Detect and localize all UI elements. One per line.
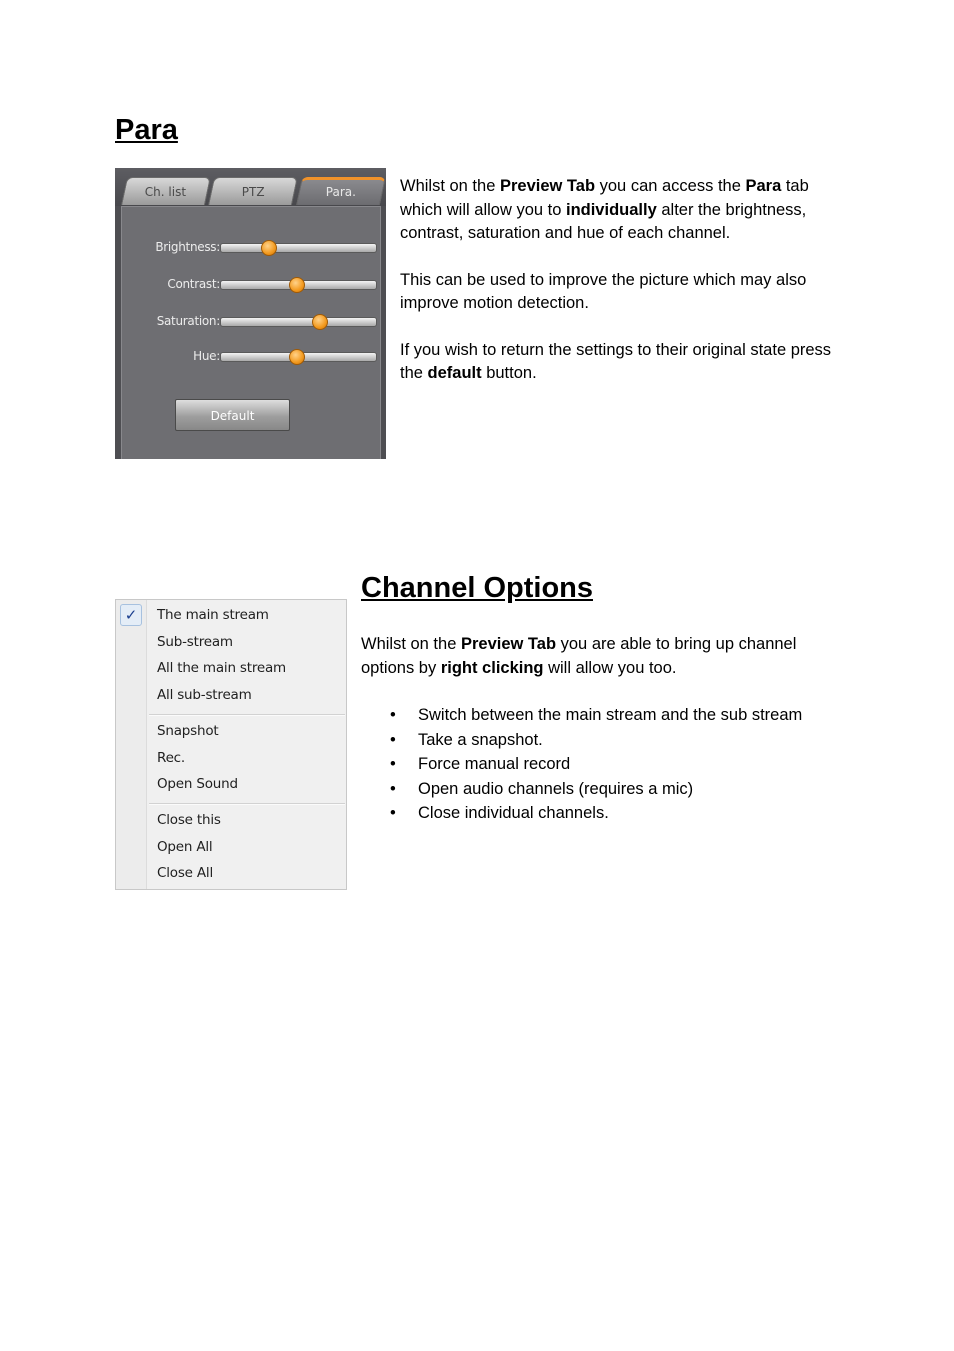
menu-item-open-all[interactable]: Open All: [157, 839, 213, 855]
brightness-slider[interactable]: [220, 243, 377, 253]
contrast-slider-knob[interactable]: [289, 277, 305, 293]
text-run: alter the brightness, contrast, saturation and hue of each channel.: [400, 200, 807, 242]
bullet-icon: •: [390, 706, 396, 724]
hue-label: Hue:: [193, 349, 220, 363]
channel-context-menu: [115, 599, 347, 890]
brightness-label: Brightness:: [155, 240, 220, 254]
saturation-slider-row: [115, 313, 386, 333]
menu-separator: [149, 803, 345, 805]
text-run: you are able to bring up channel options by: [361, 635, 797, 677]
text-run: button.: [481, 364, 537, 382]
hue-slider-knob[interactable]: [289, 349, 305, 365]
text-run: Whilst on the: [361, 635, 461, 653]
menu-item-main-stream[interactable]: The main stream: [157, 607, 269, 623]
brightness-slider-knob[interactable]: [261, 240, 277, 256]
menu-item-rec[interactable]: Rec.: [157, 750, 185, 766]
text-run: Whilst on the: [400, 177, 500, 195]
bullet-icon: •: [390, 755, 396, 774]
checkmark-icon: ✓: [120, 604, 142, 626]
channel-options-description: [361, 633, 841, 826]
menu-item-open-sound[interactable]: Open Sound: [157, 776, 238, 792]
para-paragraph: [400, 175, 845, 246]
bold-text-run: Preview Tab: [460, 635, 557, 653]
channel-options-intro: [361, 633, 841, 680]
text-run: tab which will allow you to: [400, 177, 809, 219]
tab-ch-list[interactable]: [121, 177, 211, 205]
bullet-item: [361, 728, 841, 753]
tabs-strip: [115, 168, 386, 206]
bullet-text: Switch between the main stream and the sub stream: [418, 706, 803, 724]
bullet-item: [361, 703, 841, 728]
menu-item-close-this[interactable]: Close this: [157, 812, 221, 828]
menu-gutter: [116, 600, 147, 889]
bullet-text: Close individual channels.: [418, 804, 609, 823]
para-paragraph: [400, 269, 845, 316]
menu-item-all-main-stream[interactable]: All the main stream: [157, 660, 287, 676]
text-run: you can access the: [595, 177, 746, 195]
tab-label: Para.: [325, 185, 356, 199]
bullet-icon: •: [390, 730, 396, 749]
tab-label: Ch. list: [145, 185, 187, 199]
bold-text-run: default: [427, 364, 482, 382]
menu-item-close-all[interactable]: Close All: [157, 865, 214, 881]
para-description: [400, 175, 845, 409]
saturation-label: Saturation:: [156, 314, 220, 328]
menu-item-snapshot[interactable]: Snapshot: [157, 723, 219, 739]
channel-options-heading: Channel Options: [361, 572, 593, 604]
bullet-item: [361, 752, 841, 777]
contrast-slider-row: [115, 276, 386, 296]
hue-slider[interactable]: [220, 352, 377, 362]
bullet-item: [361, 801, 841, 826]
bullet-icon: •: [390, 779, 396, 798]
tab-ptz[interactable]: [208, 177, 298, 205]
text-run: This can be used to improve the picture which may also improve motion detection.: [400, 270, 807, 312]
bold-text-run: Preview Tab: [499, 177, 596, 195]
bullet-icon: •: [390, 804, 396, 823]
brightness-slider-row: [115, 239, 386, 259]
default-button[interactable]: Default: [175, 399, 290, 431]
bold-text-run: individually: [565, 200, 657, 219]
menu-item-sub-stream[interactable]: Sub-stream: [157, 634, 233, 650]
menu-item-all-sub-stream[interactable]: All sub-stream: [157, 687, 252, 703]
menu-separator: [149, 714, 345, 716]
hue-slider-row: [115, 348, 386, 368]
bold-text-run: Para: [745, 177, 782, 195]
text-run: will allow you too.: [543, 658, 677, 677]
text-run: If you wish to return the settings to their original state press the: [400, 340, 832, 382]
bullet-item: [361, 777, 841, 802]
bold-text-run: right clicking: [440, 658, 544, 677]
bullet-text: Force manual record: [418, 755, 571, 774]
tab-label: PTZ: [241, 185, 265, 199]
saturation-slider-knob[interactable]: [312, 314, 328, 330]
contrast-label: Contrast:: [167, 277, 220, 291]
bullet-text: Take a snapshot.: [418, 730, 543, 749]
para-heading: Para: [115, 114, 178, 146]
tab-para[interactable]: [296, 177, 386, 205]
para-paragraph: [400, 339, 845, 386]
para-panel-screenshot: [115, 168, 386, 459]
saturation-slider[interactable]: [220, 317, 377, 327]
channel-options-bullet-list: [361, 703, 841, 826]
bullet-text: Open audio channels (requires a mic): [418, 779, 694, 798]
contrast-slider[interactable]: [220, 280, 377, 290]
